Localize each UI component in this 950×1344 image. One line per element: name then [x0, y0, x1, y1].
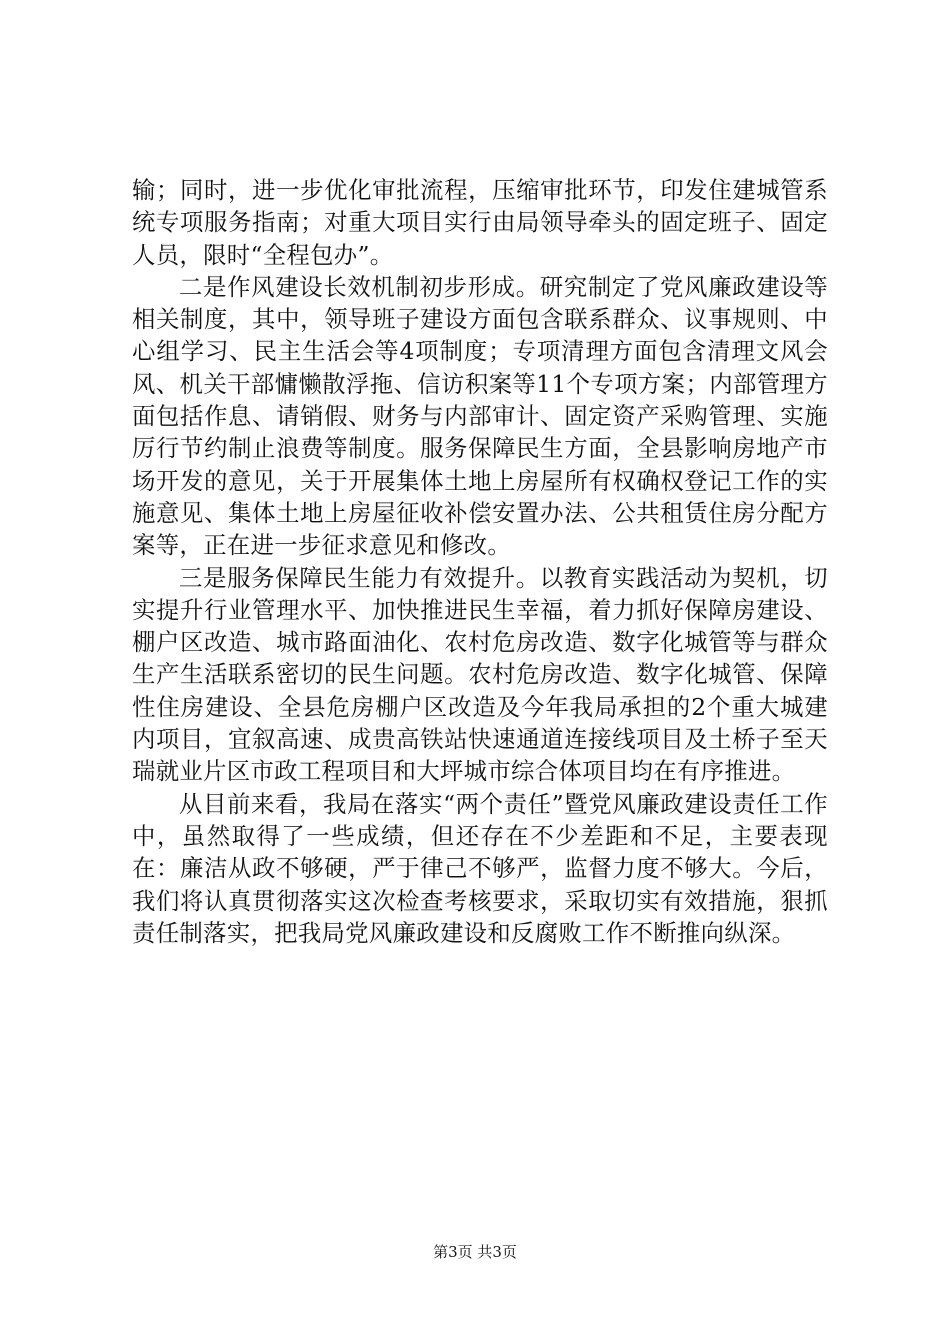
page-footer	[0, 1242, 950, 1262]
paragraph-continuation: 输；同时，进一步优化审批流程，压缩审批环节，印发住建城管系统专项服务指南；对重大项目实行由局领导牵头的固定班子、固定人员，限时“全程包办”。	[132, 176, 828, 269]
document-body	[132, 174, 828, 949]
paragraph-livelihood: 三是服务保障民生能力有效提升。以教育实践活动为契机，切实提升行业管理水平、加快推进民生幸福，着力抓好保障房建设、棚户区改造、城市路面油化、农村危房改造、数字化城管等与群众生产生活联系密切的民生问题。农村危房改造、数字化城管、保障性住房建设、全县危房棚户区改造及今年我局承担的2个重大城建内项目，宜叙高速、成贵高铁站快速通道连接线项目及土桥子至天瑞就业片区市政工程项目和大坪城市综合体项目均在有序推进。	[132, 563, 828, 786]
page-number: 第3页 共3页	[433, 1243, 517, 1261]
paragraph-work-style: 二是作风建设长效机制初步形成。研究制定了党风廉政建设等相关制度，其中，领导班子建设方面包含联系群众、议事规则、中心组学习、民主生活会等4项制度；专项清理方面包含清理文风会风、机关干部慵懒散浮拖、信访积案等11个专项方案；内部管理方面包括作息、请销假、财务与内部审计、固定资产采购管理、实施厉行节约制止浪费等制度。服务保障民生方面，全县影响房地产市场开发的意见，关于开展集体土地上房屋所有权确权登记工作的实施意见、集体土地上房屋征收补偿安置办法、公共租赁住房分配方案等，正在进一步征求意见和修改。	[132, 272, 828, 560]
paragraph-conclusion: 从目前来看，我局在落实“两个责任”暨党风廉政建设责任工作中，虽然取得了一些成绩，但还存在不少差距和不足，主要表现在：廉洁从政不够硬，严于律己不够严，监督力度不够大。今后，我们将认真贯彻落实这次检查考核要求，采取切实有效措施，狠抓责任制落实，把我局党风廉政建设和反腐败工作不断推向纵深。	[132, 789, 828, 947]
